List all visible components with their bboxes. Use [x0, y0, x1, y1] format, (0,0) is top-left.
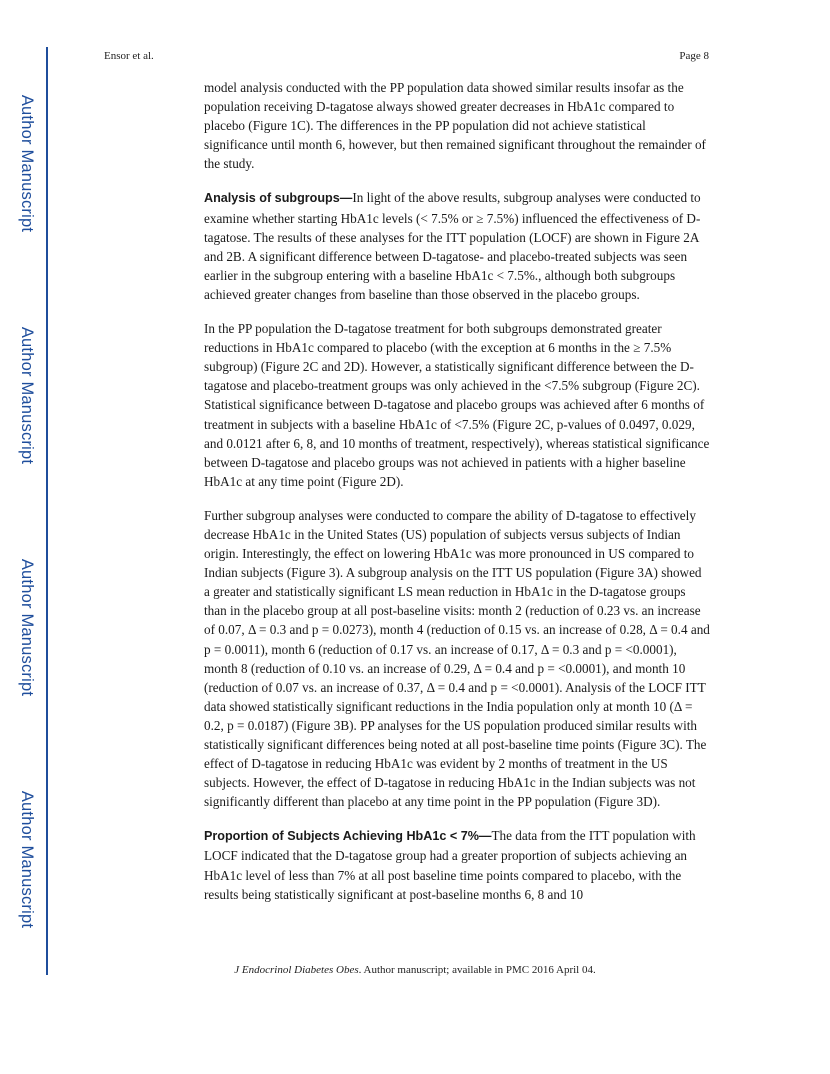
paragraph [204, 78, 710, 173]
page-number: Page 8 [679, 50, 709, 62]
journal-title: J Endocrinol Diabetes Obes [234, 964, 359, 976]
author-manuscript-label: Author Manuscript [18, 326, 37, 464]
subsection-heading: Proportion of Subjects Achieving HbA1c < 7%— [204, 829, 492, 844]
paragraph [204, 188, 710, 304]
running-head-authors: Ensor et al. [104, 50, 154, 62]
margin-rule [46, 47, 48, 975]
paragraph-text: In the PP population the D-tagatose treatment for both subgroups demonstrated greater reductions in HbA1c compared to placebo (with the exception at 6 months in the ≥ 7.5% subgroup) (Figure 2C and 2D). However, a statistically significant difference between the D-tagatose and placebo-treatment groups was only achieved in the <7.5% subgroup (Figure 2C). Statistical significance between D-tagatose and placebo groups was achieved after 6 months of treatment in subjects with a baseline HbA1c of <7.5% (Figure 2C, p-values of 0.0497, 0.029, and 0.0121 after 6, 8, and 10 months of treatment, respectively), whereas statistical significance between D-tagatose and placebo groups was not achieved in patients with a higher baseline HbA1c at any time point (Figure 2D). [204, 321, 710, 489]
paragraph [204, 826, 710, 903]
subsection-heading: Analysis of subgroups— [204, 191, 353, 206]
article-body [204, 78, 710, 919]
paragraph [204, 319, 710, 491]
paragraph-text: In light of the above results, subgroup analyses were conducted to examine whether starting HbA1c levels (< 7.5% or ≥ 7.5%) influenced the effectiveness of D-tagatose. The results of these analyses for the ITT population (LOCF) are shown in Figure 2A and 2B. A significant difference between D-tagatose- and placebo-treated subjects was seen earlier in the subgroup entering with a baseline HbA1c < 7.5%., although both subgroups achieved greater changes from baseline than those observed in the placebo groups. [204, 190, 701, 302]
paragraph-text: model analysis conducted with the PP population data showed similar results insofar as the population receiving D-tagatose always showed greater decreases in HbA1c compared to placebo (Figure 1C). The differences in the PP population did not achieve statistical significance until month 6, however, but then remained significant throughout the remainder of the study. [204, 80, 706, 172]
author-manuscript-label: Author Manuscript [18, 94, 37, 232]
footer-note: . Author manuscript; available in PMC 2016 April 04. [358, 964, 596, 976]
paragraph [204, 506, 710, 812]
author-manuscript-label: Author Manuscript [18, 790, 37, 928]
paragraph-text: The data from the ITT population with LOCF indicated that the D-tagatose group had a greater proportion of subjects achieving an HbA1c level of less than 7% at all post baseline time points compared to placebo, with the results being statistically significant at post-baseline months 6, 8 and 10 [204, 828, 696, 902]
paragraph-text: Further subgroup analyses were conducted to compare the ability of D-tagatose to effectively decrease HbA1c in the United States (US) population of subjects versus subjects of Indian origin. Interestingly, the effect on lowering HbA1c was more pronounced in US compared to Indian subjects (Figure 3). A subgroup analysis on the ITT US population (Figure 3A) showed a greater and statistically significant LS mean reduction in HbA1c in the D-tagatose groups than in the placebo group at all post-baseline visits: month 2 (reduction of 0.23 vs. an increase of 0.07, Δ = 0.3 and p = 0.0273), month 4 (reduction of 0.15 vs. an increase of 0.28, Δ = 0.4 and p = 0.0011), month 6 (reduction of 0.17 vs. an increase of 0.17, Δ = 0.3 and p = <0.0001), month 8 (reduction of 0.10 vs. an increase of 0.29, Δ = 0.4 and p = <0.0001), and month 10 (reduction of 0.07 vs. an increase of 0.37, Δ = 0.4 and p = <0.0001). Analysis of the LOCF ITT data showed statistically significant reductions in the India population only at month 10 (Δ = 0.2, p = 0.0187) (Figure 3B). PP analyses for the US population produced similar results with statistically significant differences being noted at all post-baseline time points (Figure 3C). The effect of D-tagatose in reducing HbA1c was evident by 2 months of treatment in the US subjects. However, the effect of D-tagatose in reducing HbA1c in the Indian subjects was not significantly different than placebo at any time point in the PP population (Figure 3D). [204, 507, 710, 810]
author-manuscript-label: Author Manuscript [18, 558, 37, 696]
page-footer [0, 964, 830, 976]
